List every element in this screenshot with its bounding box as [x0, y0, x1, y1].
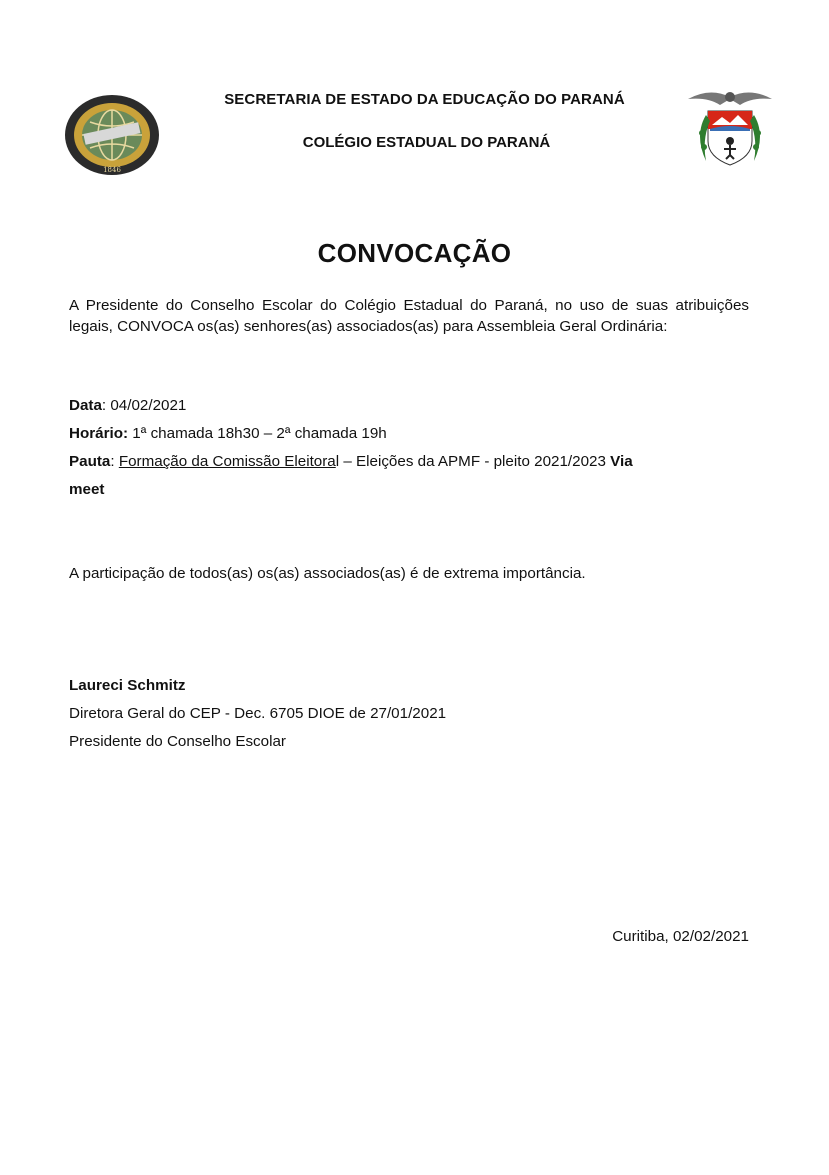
data-label: Data	[69, 397, 102, 414]
data-line	[69, 397, 186, 414]
horario-value: 1ª chamada 18h30 – 2ª chamada 19h	[128, 425, 387, 442]
header-colegio: COLÉGIO ESTADUAL DO PARANÁ	[302, 134, 551, 151]
data-value: : 04/02/2021	[101, 397, 187, 414]
pauta-label: Pauta	[69, 453, 111, 470]
pauta-via: Via	[610, 453, 633, 470]
signature-role-2: Presidente do Conselho Escolar	[69, 733, 286, 750]
pauta-underlined: Formação da Comissão Eleitora	[118, 453, 336, 470]
horario-label: Horário:	[69, 425, 129, 442]
signature-role: Diretora Geral do CEP - Dec. 6705 DIOE de 27/01/2021	[69, 705, 447, 722]
intro-paragraph: A Presidente do Conselho Escolar do Colégio Estadual do Paraná, no uso de suas atribuições legais, CONVOCA os(as) senhores(as) associados(as) para Assembleia Geral Ordinária:	[69, 297, 749, 335]
document-title: CONVOCAÇÃO	[317, 238, 512, 268]
place-date: Curitiba, 02/02/2021	[612, 928, 749, 945]
seal-year: 1846	[103, 166, 121, 174]
pauta-rest: l – Eleições da APMF - pleito 2021/2023	[335, 453, 611, 470]
pauta-line: Pauta: Formação da Comissão Eleitoral – Eleições da APMF - pleito 2021/2023 Via	[69, 453, 633, 470]
horario-line	[69, 425, 387, 442]
participation-paragraph: A participação de todos(as) os(as) associados(as) é de extrema importância.	[69, 565, 586, 582]
header-secretaria: SECRETARIA DE ESTADO DA EDUCAÇÃO DO PARANÁ	[224, 91, 625, 108]
pauta-meet: meet	[69, 481, 105, 498]
signature-name: Laureci Schmitz	[69, 677, 186, 694]
